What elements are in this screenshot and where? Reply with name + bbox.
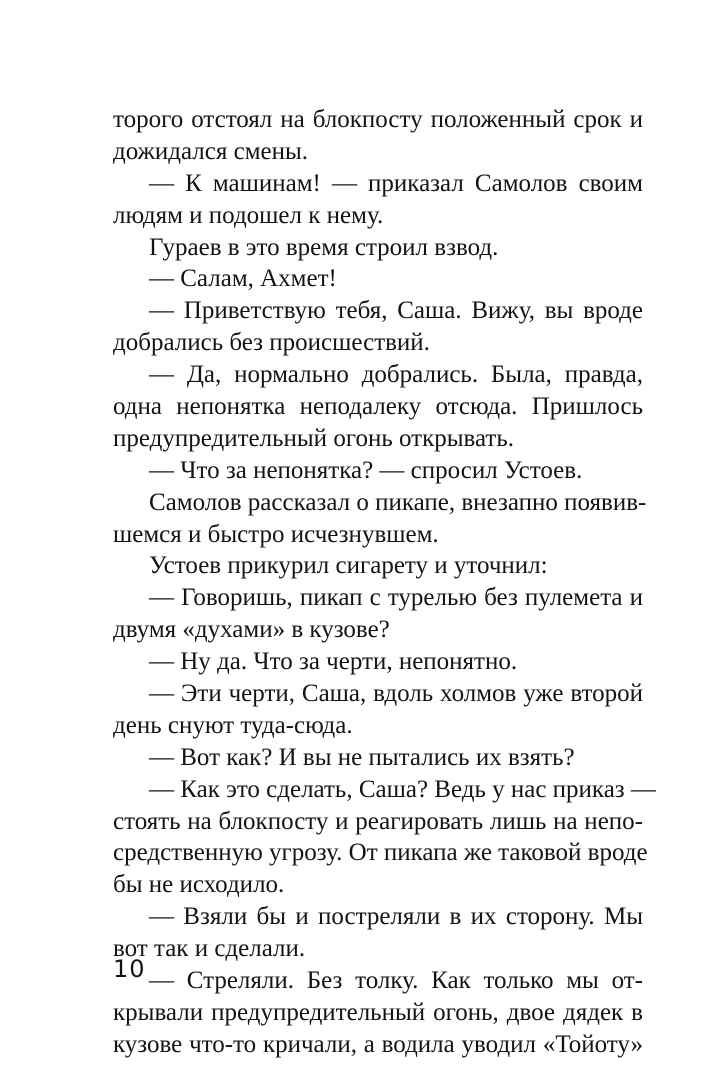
text-line: кузове что-то кричали, а водила уводил «Тойоту»	[113, 1030, 643, 1058]
text-line: Самолов рассказал о пикапе, внезапно появив-	[149, 488, 647, 516]
page-body-text	[113, 104, 656, 1061]
text-line: — Ну да. Что за черти, непонятно.	[149, 648, 518, 676]
text-line: день снуют туда-сюда.	[113, 711, 353, 739]
page-number: 10	[113, 955, 146, 983]
text-line: крывали предупредительный огонь, двое дядек в	[113, 998, 643, 1026]
text-line: дожидался смены.	[113, 137, 309, 165]
text-line: добрались без происшествий.	[113, 329, 430, 357]
text-line: вот так и сделали.	[113, 935, 306, 963]
text-line: Устоев прикурил сигарету и уточнил:	[149, 552, 548, 580]
text-line: двумя «духами» в кузове?	[113, 616, 390, 644]
text-line: предупредительный огонь открывать.	[113, 424, 515, 452]
text-line: — Как это сделать, Саша? Ведь у нас приказ —	[149, 775, 656, 803]
text-line: — Приветствую тебя, Саша. Вижу, вы вроде	[149, 297, 643, 325]
text-line: торого отстоял на блокпосту положенный срок и	[113, 106, 643, 133]
text-line: — Вот как? И вы не пытались их взять?	[149, 743, 575, 771]
text-line: средственную угрозу. От пикапа же таковой вроде	[113, 839, 648, 867]
text-line: — Эти черти, Саша, вдоль холмов уже второй	[149, 680, 643, 708]
text-line: стоять на блокпосту и реагировать лишь на непо-	[113, 807, 643, 835]
text-line: Гураев в это время строил взвод.	[149, 233, 499, 261]
text-line: — Говоришь, пикап с турелью без пулемета и	[149, 584, 643, 612]
text-line: одна непонятка неподалеку отсюда. Пришлось	[113, 393, 643, 421]
text-line: людям и подошел к нему.	[113, 201, 384, 229]
text-line: — Что за непонятка? — спросил Устоев.	[149, 456, 583, 484]
text-line: — Да, нормально добрались. Была, правда,	[149, 361, 643, 389]
text-line: — Стреляли. Без толку. Как только мы от-	[149, 967, 643, 995]
text-line: — Взяли бы и постреляли в их сторону. Мы	[149, 903, 643, 931]
text-line: бы не исходило.	[113, 871, 285, 899]
text-line: шемся и быстро исчезнувшем.	[113, 520, 439, 548]
text-line: — Салам, Ахмет!	[149, 265, 337, 293]
text-line: — К машинам! — приказал Самолов своим	[149, 169, 643, 197]
